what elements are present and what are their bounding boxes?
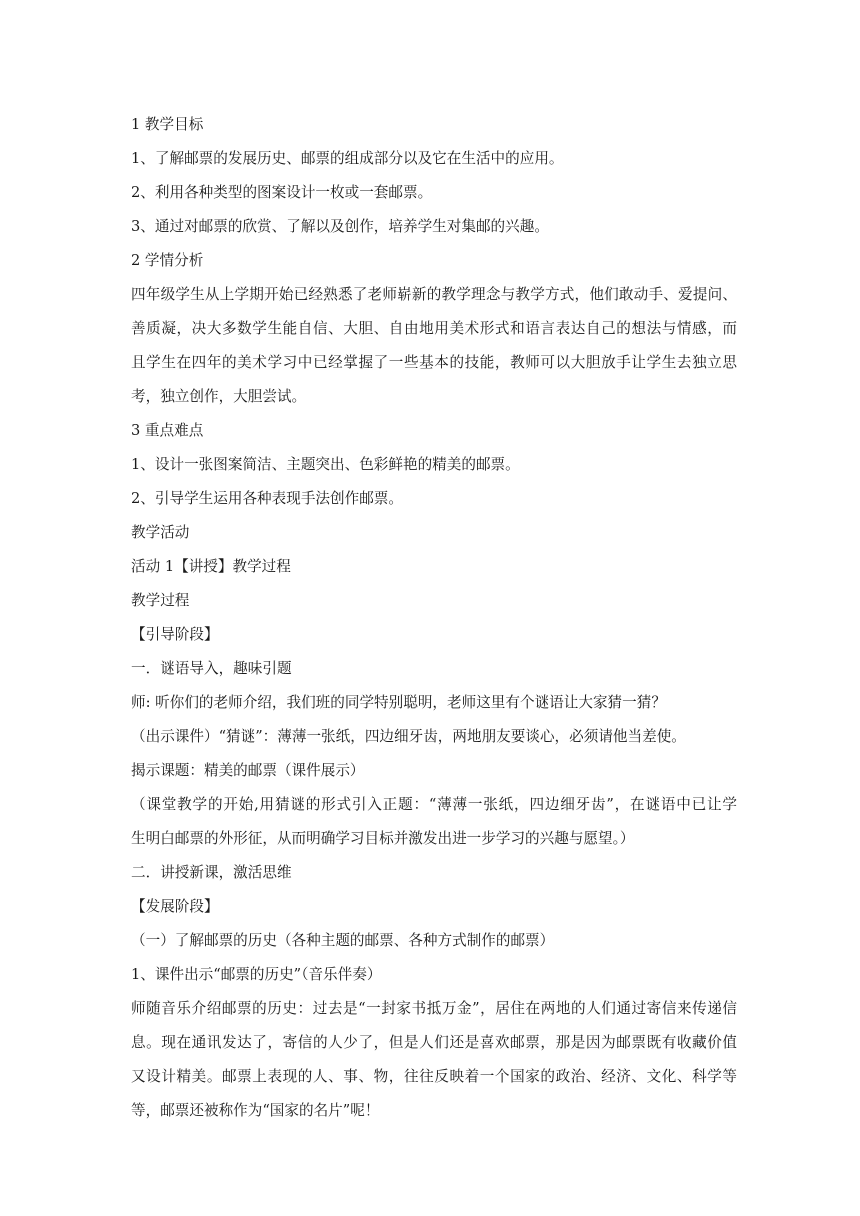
goal-item-3: 3、通过对邮票的欣赏、了解以及创作，培养学生对集邮的兴趣。 <box>131 218 549 235</box>
riddle-note-paragraph <box>131 788 737 856</box>
heading-activities: 教学活动 <box>131 524 190 541</box>
paragraph-line: 四年级学生从上学期开始已经熟悉了老师崭新的教学理念与教学方式，他们敢动手、爱提问、 <box>131 286 737 303</box>
heading-key-points: 3 重点难点 <box>131 422 204 439</box>
teacher-line: 师: 听你们的老师介绍，我们班的同学特别聪明，老师这里有个谜语让大家猜一猜？ <box>131 694 666 711</box>
riddle-line: （出示课件）“猜谜”：薄薄一张纸，四边细牙齿，两地朋友要谈心，必须请他当差使。 <box>131 728 686 745</box>
paragraph-line: 又设计精美。邮票上表现的人、事、物，往往反映着一个国家的政治、经济、文化、科学等 <box>131 1068 737 1085</box>
heading-process: 教学过程 <box>131 592 190 609</box>
paragraph-line: 息。现在通讯发达了，寄信的人少了，但是人们还是喜欢邮票，那是因为邮票既有收藏价值 <box>131 1034 737 1051</box>
activity-1-title: 活动 1【讲授】教学过程 <box>131 558 291 575</box>
paragraph-line: 善质凝，决大多数学生能自信、大胆、自由地用美术形式和语言表达自己的想法与情感，而 <box>131 320 737 337</box>
heading-teaching-goals: 1 教学目标 <box>131 116 204 133</box>
paragraph-line: 师随音乐介绍邮票的历史：过去是“一封家书抵万金”，居住在两地的人们通过寄信来传递信 <box>131 1000 737 1017</box>
stage-guide: 【引导阶段】 <box>131 626 219 643</box>
topic-reveal: 揭示课题：精美的邮票（课件展示） <box>131 762 365 779</box>
student-analysis-paragraph <box>131 278 737 414</box>
section-1-title: 一．谜语导入，趣味引题 <box>131 660 292 677</box>
paragraph-line: 生明白邮票的外形征，从而明确学习目标并激发出进一步学习的兴趣与愿望。） <box>131 830 635 847</box>
section-2-title: 二．讲授新课，激活思维 <box>131 864 292 881</box>
history-paragraph <box>131 992 737 1128</box>
paragraph-line: 等，邮票还被称作为“国家的名片”呢！ <box>131 1102 380 1119</box>
courseware-history: 1、课件出示“邮票的历史”（音乐伴奏） <box>131 966 382 983</box>
goal-item-2: 2、利用各种类型的图案设计一枚或一套邮票。 <box>131 184 433 201</box>
subsection-history: （一）了解邮票的历史（各种主题的邮票、各种方式制作的邮票） <box>131 932 555 949</box>
paragraph-line: （课堂教学的开始,用猜谜的形式引入正题：“薄薄一张纸，四边细牙齿”，在谜语中已让学 <box>131 796 737 813</box>
document-body <box>131 108 737 1128</box>
key-point-1: 1、设计一张图案简洁、主题突出、色彩鲜艳的精美的邮票。 <box>131 456 520 473</box>
heading-student-analysis: 2 学情分析 <box>131 252 204 269</box>
paragraph-line: 且学生在四年的美术学习中已经掌握了一些基本的技能，教师可以大胆放手让学生去独立思 <box>131 354 737 371</box>
goal-item-1: 1、了解邮票的发展历史、邮票的组成部分以及它在生活中的应用。 <box>131 150 564 167</box>
paragraph-line: 考，独立创作，大胆尝试。 <box>131 388 307 405</box>
stage-development: 【发展阶段】 <box>131 898 219 915</box>
key-point-2: 2、引导学生运用各种表现手法创作邮票。 <box>131 490 403 507</box>
